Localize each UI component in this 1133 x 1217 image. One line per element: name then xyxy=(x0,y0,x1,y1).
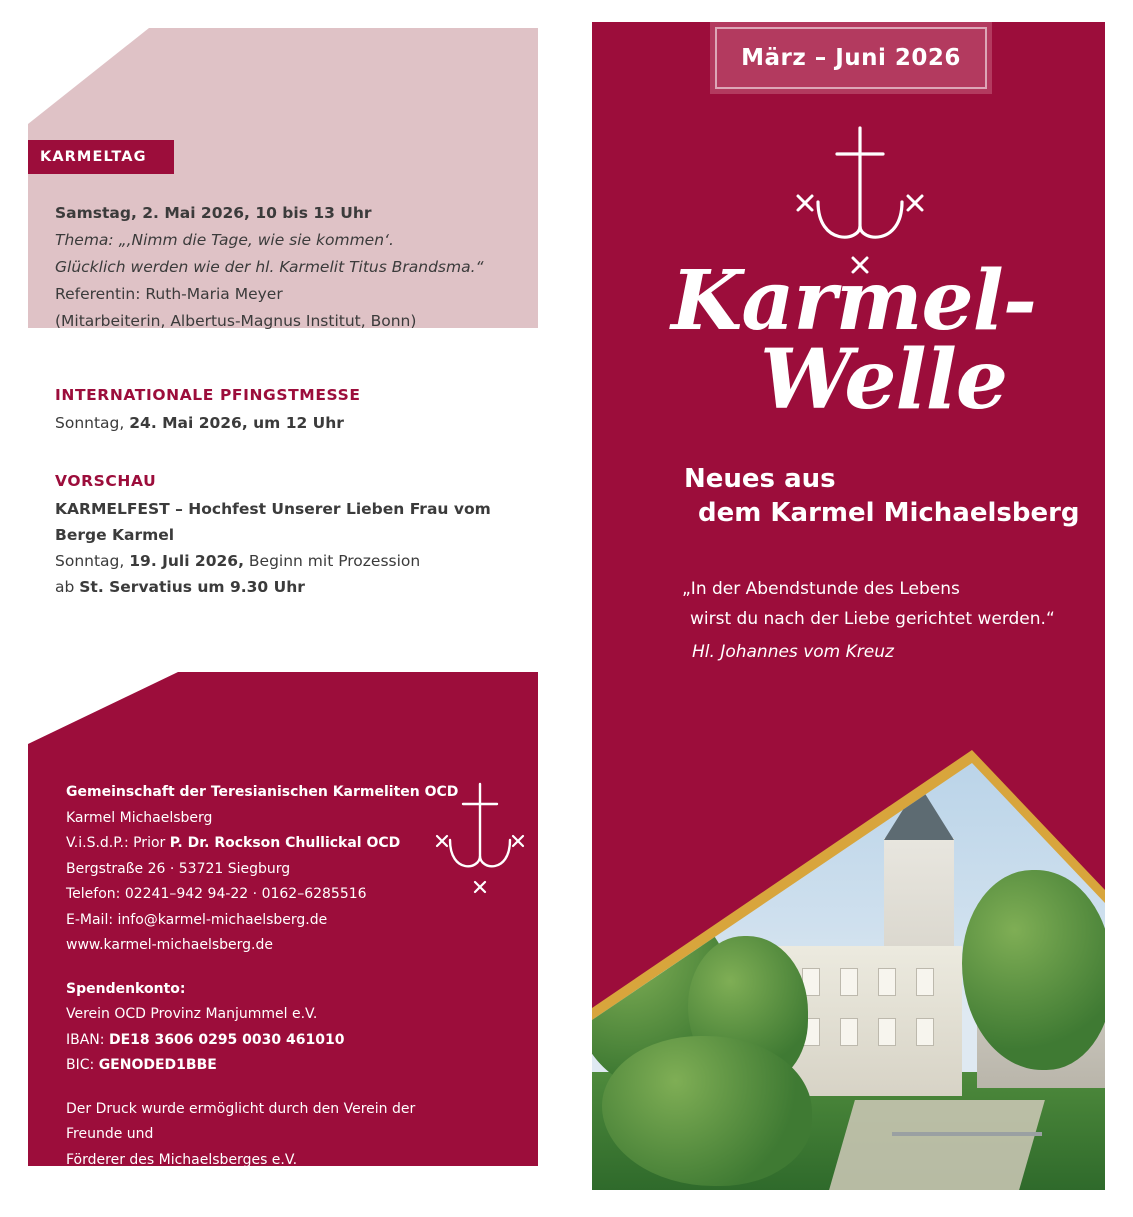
footer-iban-value: DE18 3606 0295 0030 461010 xyxy=(108,1031,345,1048)
quote xyxy=(682,574,1082,634)
subtitle-line-1: Neues aus xyxy=(684,464,836,494)
quote-line-1: „In der Abendstunde des Lebens xyxy=(682,579,960,599)
pfingstmesse-heading: INTERNATIONALE PFINGSTMESSE xyxy=(55,386,361,404)
photo-block xyxy=(592,750,1105,1190)
right-panel xyxy=(592,22,1105,1190)
date-badge-label: März – Juni 2026 xyxy=(715,27,987,89)
date-badge xyxy=(710,22,992,94)
footer-donation-owner: Verein OCD Provinz Manjummel e.V. xyxy=(66,1006,318,1022)
quote-author: Hl. Johannes vom Kreuz xyxy=(692,642,894,662)
footer-print-block xyxy=(66,1097,466,1199)
left-panel xyxy=(0,0,570,1193)
vorschau-location-value: St. Servatius um 9.30 Uhr xyxy=(79,578,305,596)
footer-iban-label: IBAN: xyxy=(66,1031,109,1048)
karmeltag-speaker: Referentin: Ruth-Maria Meyer xyxy=(55,285,283,303)
footer-bic-label: BIC: xyxy=(66,1057,99,1073)
section-pfingstmesse xyxy=(55,382,525,436)
karmeltag-theme-2: Glücklich werden wie der hl. Karmelit Titus Brandsma.“ xyxy=(55,258,484,276)
karmeltag-theme-1: Thema: „‚Nimm die Tage, wie sie kommen‘. xyxy=(55,231,394,249)
logo-wordmark xyxy=(592,253,1105,428)
footer-visdp xyxy=(66,831,466,857)
vorschau-title-line2: Berge Karmel xyxy=(55,526,175,544)
footer-organisation: Gemeinschaft der Teresianischen Karmeliten OCD xyxy=(66,784,459,800)
subtitle-line-2: dem Karmel Michaelsberg xyxy=(698,498,1080,528)
footer-donation-heading: Spendenkonto: xyxy=(66,980,186,997)
logo-line-2: Welle xyxy=(759,331,1008,428)
footer-address: Bergstraße 26 · 53721 Siegburg xyxy=(66,860,291,877)
vorschau-location xyxy=(55,574,525,600)
karmeltag-date: Samstag, 2. Mai 2026, 10 bis 13 Uhr xyxy=(55,204,372,222)
vorschau-date-value: 19. Juli 2026, xyxy=(129,552,244,570)
photo-railing xyxy=(892,1132,1042,1136)
vorschau-location-prefix: ab xyxy=(55,578,80,596)
footer-website[interactable]: www.karmel-michaelsberg.de xyxy=(66,937,273,953)
footer-print-website[interactable]: www.foerderverein-michaelsberg.de xyxy=(66,1177,320,1193)
footer-bic xyxy=(66,1053,466,1079)
footer-iban xyxy=(66,1028,466,1054)
footer-house: Karmel Michaelsberg xyxy=(66,809,213,826)
pfingstmesse-date-value: 24. Mai 2026, um 12 Uhr xyxy=(129,414,344,432)
subtitle xyxy=(684,462,1104,530)
footer-print-line2: Förderer des Michaelsberges e.V. xyxy=(66,1151,298,1168)
footer-visdp-label: V.i.S.d.P.: Prior xyxy=(66,835,170,851)
footer-contact-block xyxy=(66,780,466,959)
pfingstmesse-date xyxy=(55,410,525,436)
vorschau-date-suffix: Beginn mit Prozession xyxy=(243,552,421,570)
section-vorschau xyxy=(55,468,525,600)
karmeltag-badge: KARMELTAG xyxy=(28,140,174,174)
logo-line-1: Karmel- xyxy=(671,253,1036,349)
footer-email[interactable]: E-Mail: info@karmel-michaelsberg.de xyxy=(66,911,328,928)
footer-visdp-name: P. Dr. Rockson Chullickal OCD xyxy=(169,835,401,851)
vorschau-date xyxy=(55,548,525,574)
footer-phone: Telefon: 02241–942 94-22 · 0162–6285516 xyxy=(66,886,367,902)
karmeltag-details xyxy=(55,200,525,335)
photo-path xyxy=(829,1100,1045,1190)
footer-print-line1: Der Druck wurde ermöglicht durch den Verein der Freunde und xyxy=(66,1100,416,1142)
footer-bic-value: GENODED1BBE xyxy=(98,1057,217,1073)
karmeltag-speaker-affiliation: (Mitarbeiterin, Albertus-Magnus Institut, Bonn) xyxy=(55,312,417,330)
vorschau-date-prefix: Sonntag, xyxy=(55,552,130,570)
footer-text xyxy=(66,780,466,1217)
vorschau-title-line1: KARMELFEST – Hochfest Unserer Lieben Frau vom xyxy=(55,500,491,518)
footer-donation-block xyxy=(66,977,466,1079)
quote-line-2: wirst du nach der Liebe gerichtet werden.“ xyxy=(690,609,1055,629)
vorschau-heading: VORSCHAU xyxy=(55,472,157,490)
pfingstmesse-date-prefix: Sonntag, xyxy=(55,414,130,432)
